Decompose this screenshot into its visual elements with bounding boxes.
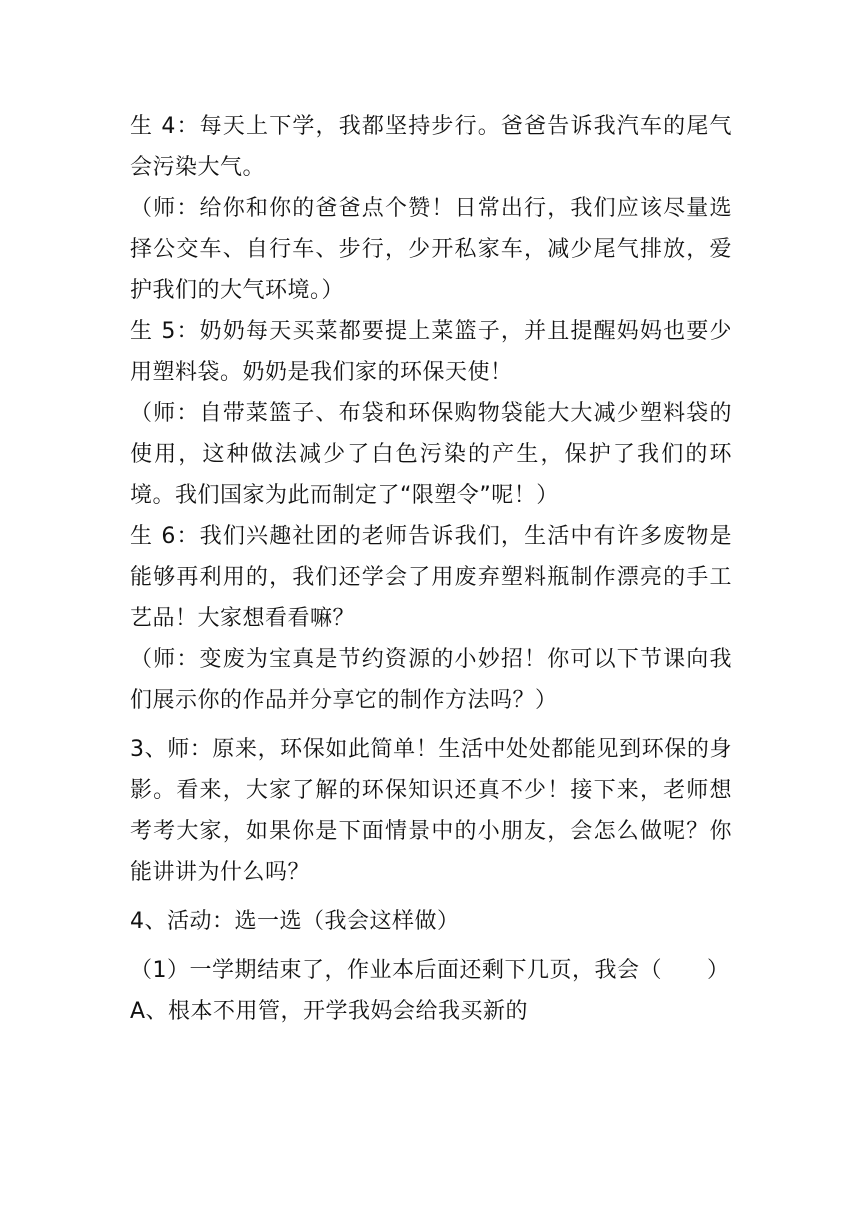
paragraph-student-6: 生 6：我们兴趣社团的老师告诉我们，生活中有许多废物是能够再利用的，我们还学会了用废弃塑料瓶制作漂亮的手工艺品！大家想看看嘛？ [130, 524, 732, 631]
paragraph-student-5: 生 5：奶奶每天买菜都要提上菜篮子，并且提醒妈妈也要少用塑料袋。奶奶是我们家的环保天使！ [130, 319, 732, 385]
document-body [130, 106, 732, 1032]
paragraph-step-4-heading: 4、活动：选一选（我会这样做） [130, 909, 460, 934]
paragraph-teacher-reply-2: （师：自带菜篮子、布袋和环保购物袋能大大减少塑料袋的使用，这种做法减少了白色污染的产生，保护了我们的环境。我们国家为此而制定了“限塑令”呢！） [130, 401, 732, 508]
paragraph-option-a: A、根本不用管，开学我妈会给我买新的 [130, 999, 529, 1024]
paragraph-student-4: 生 4：每天上下学，我都坚持步行。爸爸告诉我汽车的尾气会污染大气。 [130, 114, 732, 180]
paragraph-teacher-reply-3: （师：变废为宝真是节约资源的小妙招！你可以下节课向我们展示你的作品并分享它的制作方法吗？） [130, 647, 732, 713]
paragraph-teacher-reply-1: （师：给你和你的爸爸点个赞！日常出行，我们应该尽量选择公交车、自行车、步行，少开私家车，减少尾气排放，爱护我们的大气环境。） [130, 196, 732, 303]
paragraph-step-3: 3、师：原来，环保如此简单！生活中处处都能见到环保的身影。看来，大家了解的环保知识还真不少！接下来，老师想考考大家，如果你是下面情景中的小朋友，会怎么做呢？你能讲讲为什么吗？ [130, 737, 732, 885]
paragraph-question-1: （1）一学期结束了，作业本后面还剩下几页，我会（ ） [130, 958, 730, 983]
